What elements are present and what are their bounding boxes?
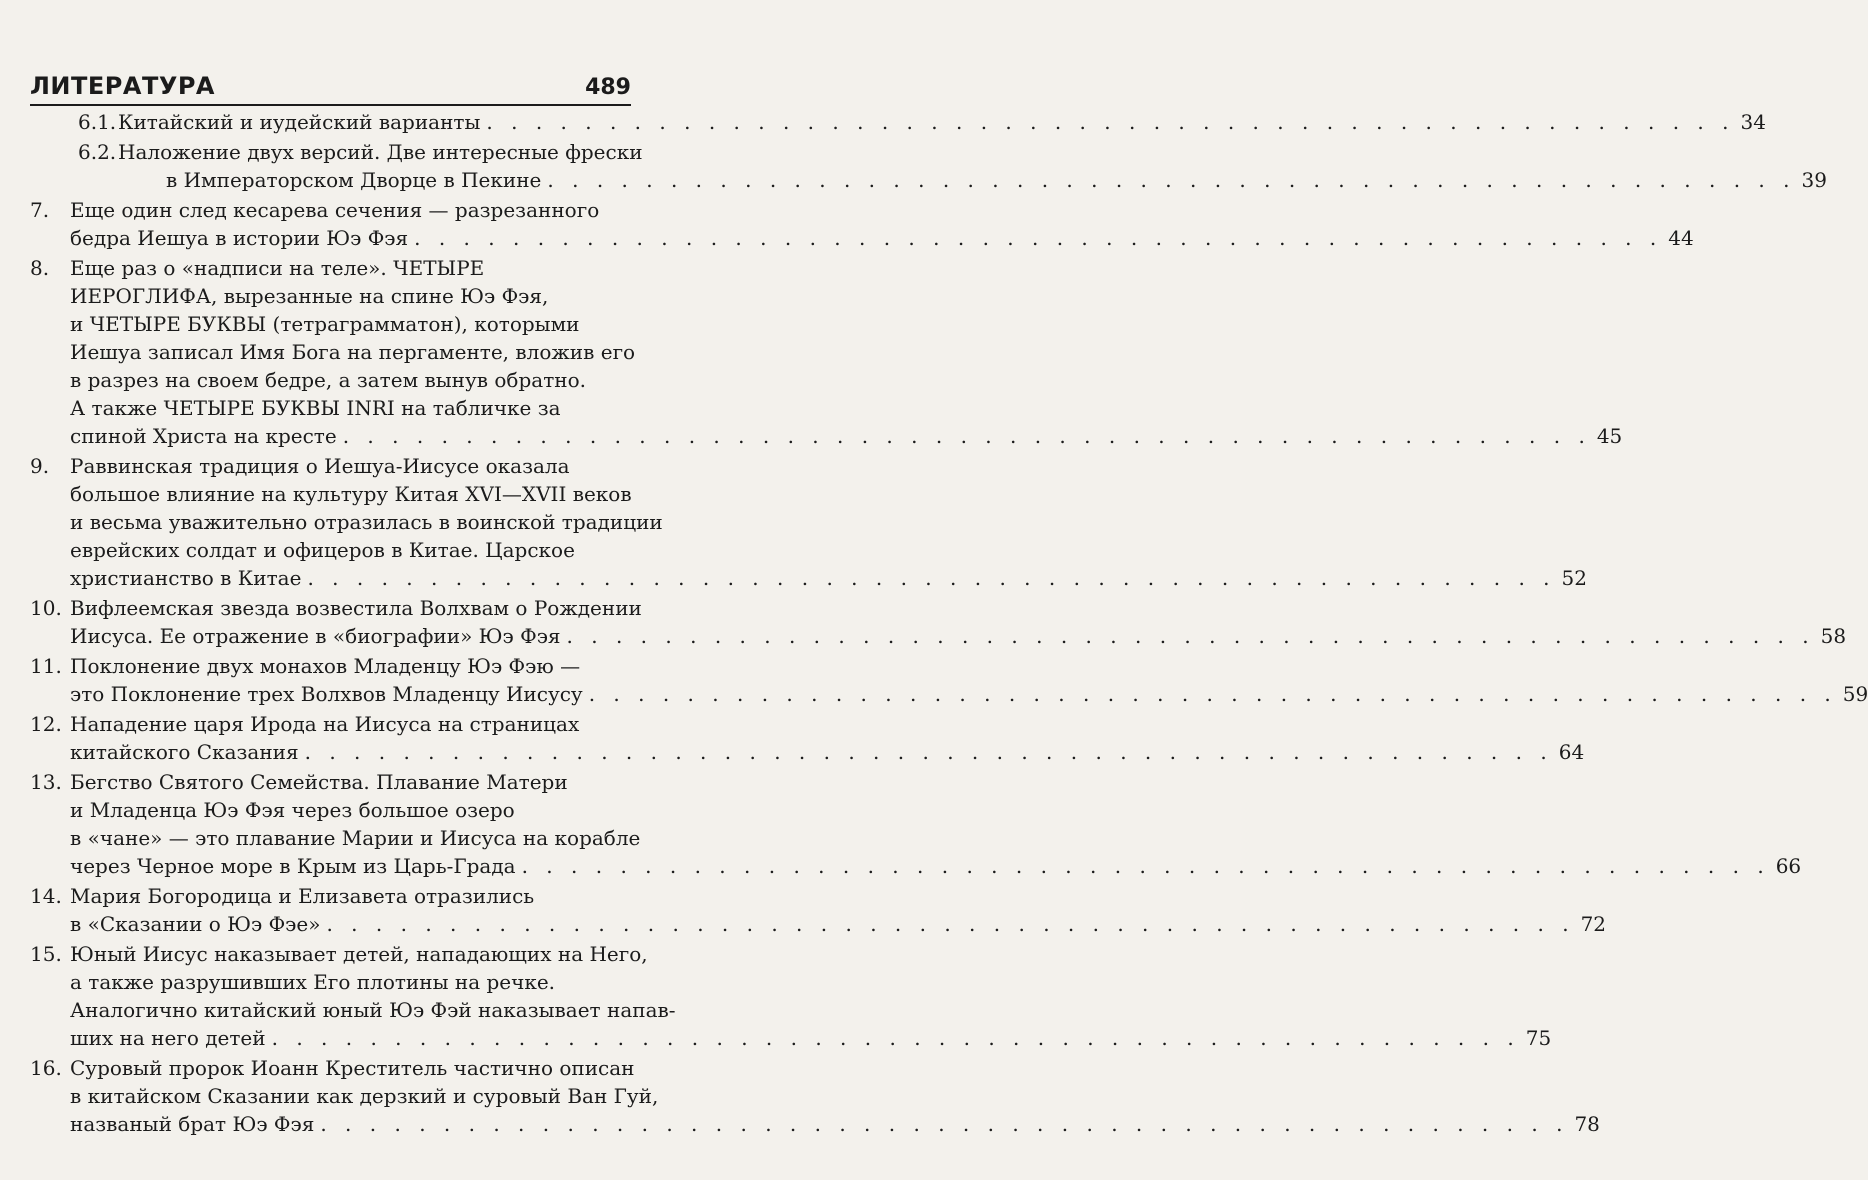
toc-entry-line: и весьма уважительно отразилась в воинской традиции (70, 510, 663, 534)
toc-entry-line: христианство в Китае . . . 52 (70, 564, 1587, 592)
toc-entry-text (70, 196, 1694, 252)
toc-entry-line: названый брат Юэ Фэя . . . 78 (70, 1110, 1600, 1138)
dot-leader (343, 422, 1591, 450)
dot-leader (326, 910, 1574, 938)
toc-entry-page: 39 (1801, 168, 1827, 192)
toc-entry-text (118, 108, 1766, 136)
toc-entry-page: 64 (1558, 740, 1585, 764)
toc-entry-line: большое влияние на культуру Китая XVI—XVII веков (70, 482, 632, 506)
dot-leader (547, 166, 1795, 194)
dot-leader (305, 738, 1553, 766)
toc-entry-line: в разрез на своем бедре, а затем вынув обратно. (70, 368, 586, 392)
toc-entry-number: 6.2. (78, 140, 117, 164)
toc-entry-text (70, 1054, 1600, 1138)
toc-entry (30, 138, 1827, 194)
toc-entry-number: 11. (30, 654, 62, 678)
toc-entry-number: 15. (30, 942, 62, 966)
toc-entry-number: 12. (30, 712, 62, 736)
toc-entry-number: 10. (30, 596, 62, 620)
toc-entry-number: 7. (30, 198, 50, 222)
toc-entry-line: А также ЧЕТЫРЕ БУКВЫ INRI на табличке за (70, 396, 561, 420)
page-number: 489 (585, 75, 631, 100)
toc-entry (30, 452, 1587, 592)
toc-entry (30, 1054, 1600, 1138)
toc-entry-line: Наложение двух версий. Две интересные фрески (118, 140, 643, 164)
toc-entry-number: 8. (30, 256, 50, 280)
toc-entry (30, 652, 1868, 708)
toc-entry-page: 44 (1668, 226, 1694, 250)
toc-entry-line: через Черное море в Крым из Царь-Града . . . 66 (70, 852, 1801, 880)
toc-entry-line: китайского Сказания . . . 64 (70, 738, 1584, 766)
toc-entry (30, 882, 1607, 938)
toc-entry (30, 196, 1694, 252)
toc-entry-line: ших на него детей . . . 75 (70, 1024, 1551, 1052)
toc-entry-line: Вифлеемская звезда возвестила Волхвам о Рождении (70, 596, 642, 620)
toc-entry-line: в «чане» — это плавание Марии и Иисуса на корабле (70, 826, 641, 850)
toc-entry-text (70, 452, 1587, 592)
dot-leader (522, 852, 1770, 880)
dot-leader (567, 622, 1815, 650)
toc-entry-line: бедра Иешуа в истории Юэ Фэя . . . 44 (70, 224, 1694, 252)
toc-entry-line: Суровый пророк Иоанн Креститель частично описан (70, 1056, 635, 1080)
running-header (30, 62, 631, 106)
toc-entry-line: Юный Иисус наказывает детей, нападающих на Него, (70, 942, 648, 966)
dot-leader (414, 224, 1662, 252)
toc-entry (30, 254, 1623, 450)
toc-entry-number: 16. (30, 1056, 62, 1080)
toc-entry-text (70, 594, 1846, 650)
toc-entry-line: Нападение царя Ирода на Иисуса на страницах (70, 712, 580, 736)
toc-entry-page: 59 (1842, 682, 1868, 706)
toc-entry-line: Поклонение двух монахов Младенцу Юэ Фэю — (70, 654, 581, 678)
toc-entry-line: в «Сказании о Юэ Фэе» . . . 72 (70, 910, 1606, 938)
toc-entry-text (70, 940, 1551, 1052)
toc-entry-line: и Младенца Юэ Фэя через большое озеро (70, 798, 515, 822)
toc-entry-page: 58 (1820, 624, 1847, 648)
toc-entry-line: это Поклонение трех Волхвов Младенцу Иисусу . . . 59 (70, 680, 1868, 708)
dot-leader (320, 1110, 1568, 1138)
running-title: ЛИТЕРАТУРА (30, 72, 215, 100)
dot-leader (589, 680, 1837, 708)
toc-entry-text (70, 882, 1606, 938)
toc-entry-line: в Императорском Дворце в Пекине . . . 39 (118, 166, 1827, 194)
toc-entry-page: 75 (1525, 1026, 1552, 1050)
toc-entry-page: 52 (1561, 566, 1587, 590)
toc-entry-line: Иисуса. Ее отражение в «биографии» Юэ Фэя . . . 58 (70, 622, 1846, 650)
dot-leader (307, 564, 1555, 592)
toc-entry-text (70, 254, 1622, 450)
toc-entry-text (70, 710, 1584, 766)
toc-entry (30, 710, 1585, 766)
toc-entry-text (118, 138, 1827, 194)
toc-entry-line: Иешуа записал Имя Бога на пергаменте, вложив его (70, 340, 636, 364)
toc-entry-page: 66 (1775, 854, 1802, 878)
toc-entry-page: 78 (1574, 1112, 1600, 1136)
toc-entry-number: 6.1. (78, 110, 117, 134)
toc-entry-line: а также разрушивших Его плотины на речке. (70, 970, 556, 994)
dot-leader (486, 108, 1734, 136)
toc-entry-text (70, 652, 1868, 708)
toc-entry-line: в китайском Сказании как дерзкий и суровый Ван Гуй, (70, 1084, 659, 1108)
toc-entry-line: Раввинская традиция о Иешуа-Иисусе оказала (70, 454, 570, 478)
toc-entry-line: Бегство Святого Семейства. Плавание Матери (70, 770, 568, 794)
toc-entry-number: 9. (30, 454, 50, 478)
toc-entry (30, 594, 1847, 650)
toc-entry-line: Мария Богородица и Елизавета отразились (70, 884, 535, 908)
toc-entry-line: Еще раз о «надписи на теле». ЧЕТЫРЕ (70, 256, 485, 280)
toc-entry-line: Китайский и иудейский варианты . . . 34 (118, 108, 1766, 136)
toc-entry-line: ИЕРОГЛИФА, вырезанные на спине Юэ Фэя, (70, 284, 549, 308)
table-of-contents (30, 108, 1868, 1140)
toc-entry-page: 72 (1580, 912, 1607, 936)
toc-entry-line: еврейских солдат и офицеров в Китае. Царское (70, 538, 575, 562)
toc-entry-line: спиной Христа на кресте . . . 45 (70, 422, 1622, 450)
toc-entry-page: 45 (1596, 424, 1623, 448)
toc-entry (30, 108, 1766, 136)
dot-leader (272, 1024, 1520, 1052)
toc-entry-number: 13. (30, 770, 62, 794)
toc-entry-line: Еще один след кесарева сечения — разрезанного (70, 198, 600, 222)
toc-entry-line: Аналогично китайский юный Юэ Фэй наказывает напав- (70, 998, 676, 1022)
toc-entry-number: 14. (30, 884, 62, 908)
toc-entry (30, 768, 1802, 880)
toc-entry-text (70, 768, 1801, 880)
toc-entry (30, 940, 1552, 1052)
toc-entry-line: и ЧЕТЫРЕ БУКВЫ (тетраграмматон), которыми (70, 312, 580, 336)
toc-entry-page: 34 (1740, 110, 1766, 134)
